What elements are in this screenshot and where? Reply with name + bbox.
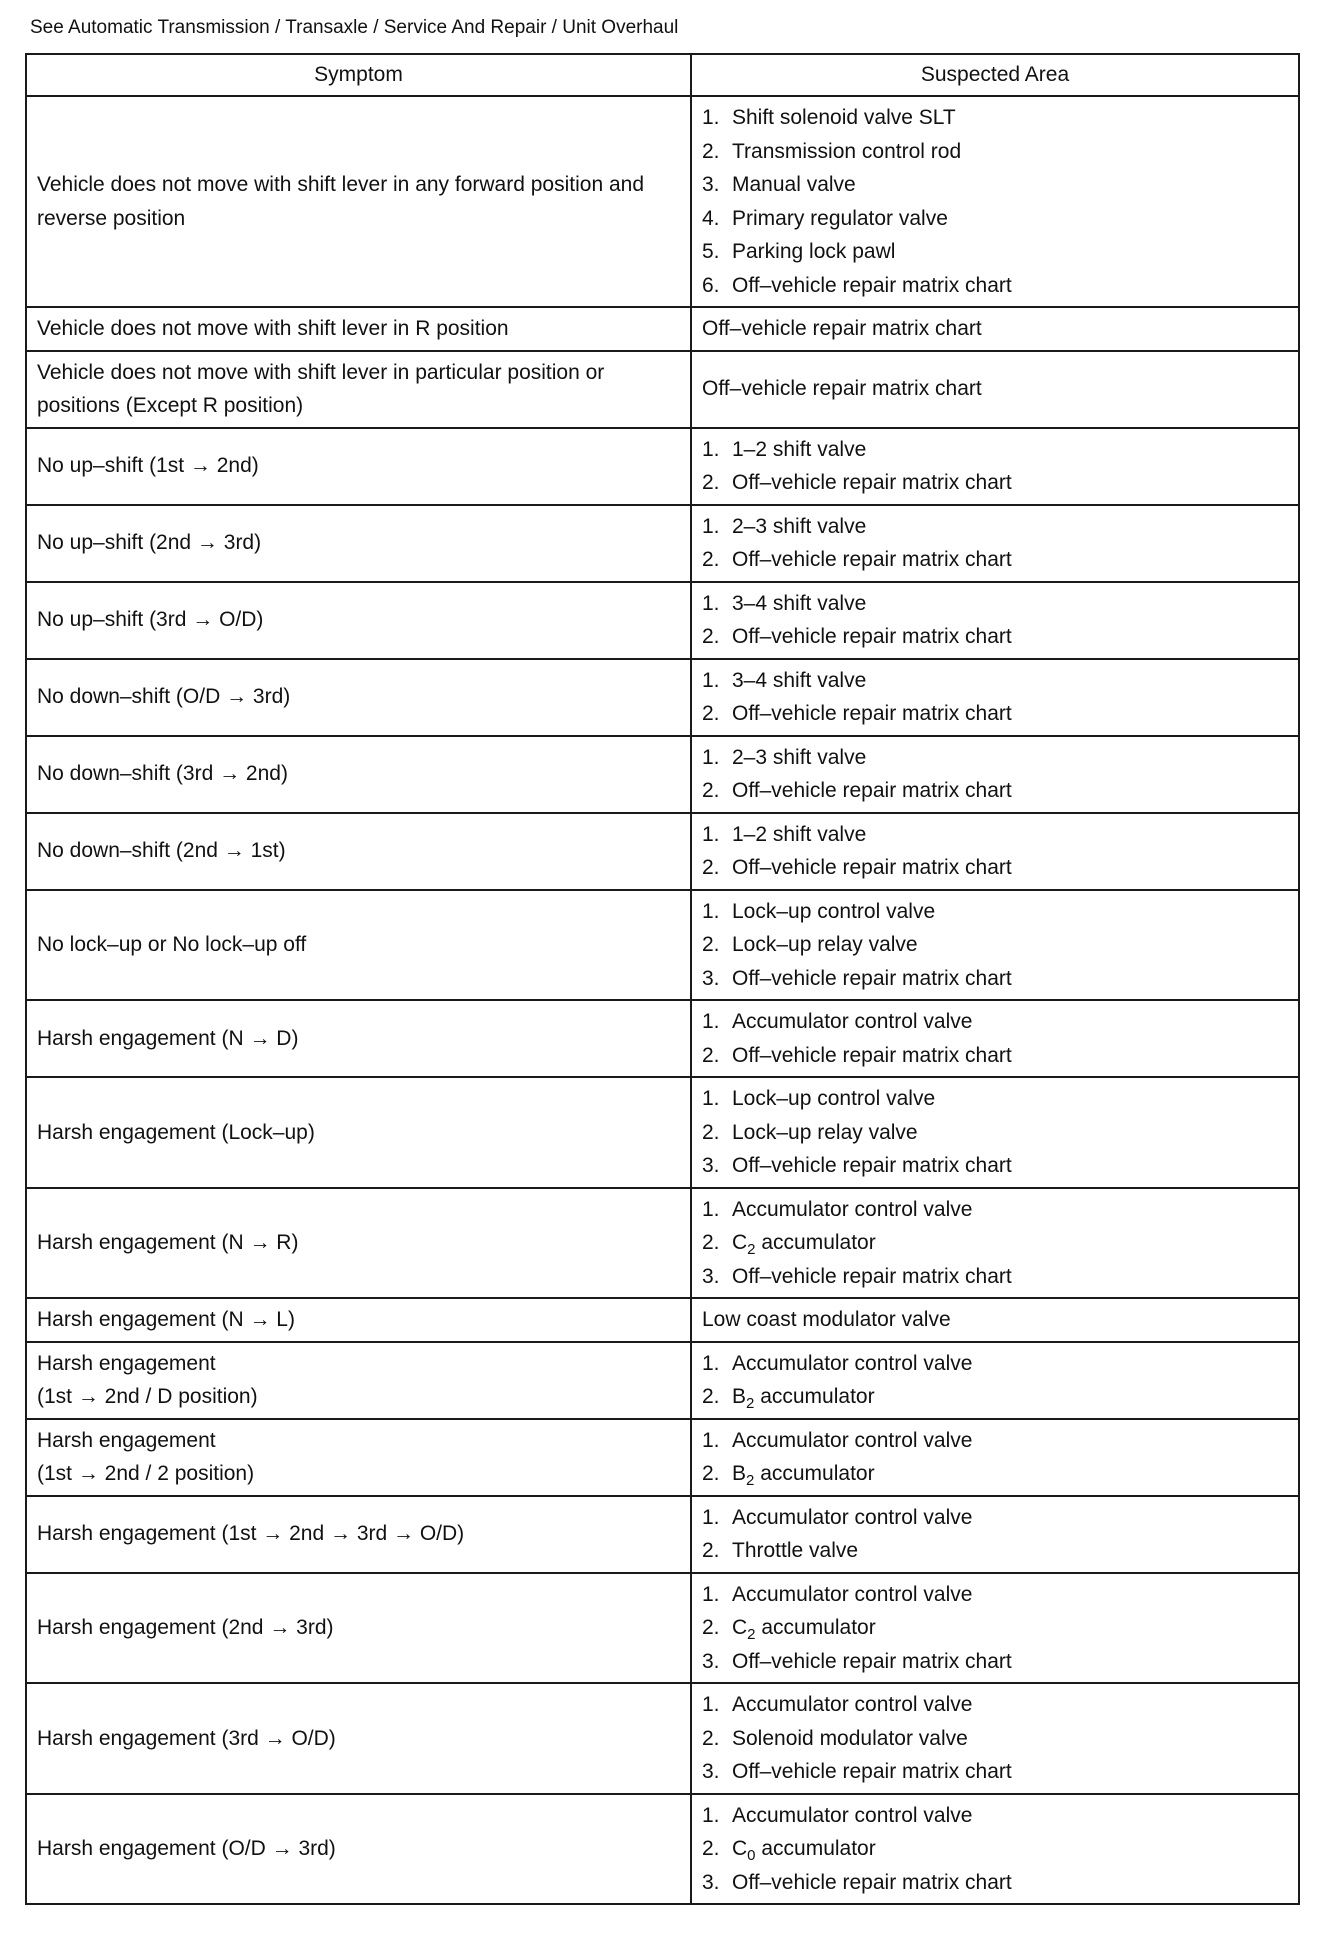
item-number: 2. <box>702 1043 720 1067</box>
table-row <box>26 736 1299 813</box>
item-text: Primary regulator valve <box>732 206 948 230</box>
table-row <box>26 659 1299 736</box>
symptom-text: (1st → 2nd / D position) <box>37 1385 258 1408</box>
suspected-area-item <box>702 543 1288 577</box>
suspected-area-item <box>702 741 1288 775</box>
symptom-text: No lock–up or No lock–up off <box>37 933 307 956</box>
suspected-area-item <box>702 1755 1288 1789</box>
symptom-text: (1st → 2nd / 2 position) <box>37 1462 255 1485</box>
suspected-area-item <box>702 1303 1288 1337</box>
suspected-area-item <box>702 202 1288 236</box>
item-number: 1. <box>702 899 720 923</box>
item-text: B <box>732 1462 747 1485</box>
suspected-area-item <box>702 235 1288 269</box>
item-text: Off–vehicle repair matrix chart <box>732 1760 1012 1783</box>
suspected-area-item <box>702 1457 1288 1491</box>
symptom-text: No down–shift (2nd → 1st) <box>37 839 286 863</box>
item-number: 3. <box>702 1154 720 1177</box>
item-text: Manual valve <box>732 173 856 196</box>
item-text: Off–vehicle repair matrix chart <box>732 1649 1012 1673</box>
suspected-area-item <box>702 1149 1288 1183</box>
suspected-area-cell <box>691 428 1299 505</box>
item-number: 1. <box>702 668 720 692</box>
subscript-text: 2 <box>747 1626 756 1643</box>
item-text: Transmission control rod <box>732 139 962 163</box>
suspected-area-cell <box>691 1573 1299 1684</box>
item-text: 2–3 shift valve <box>732 745 867 769</box>
item-text: Lock–up relay valve <box>732 933 918 956</box>
item-text: Accumulator control valve <box>732 1505 973 1529</box>
item-number: 2. <box>702 779 720 802</box>
table-row <box>26 1683 1299 1794</box>
table-row <box>26 1298 1299 1342</box>
symptom-cell <box>26 1298 691 1342</box>
suspected-area-item <box>702 1611 1288 1645</box>
item-number: 1. <box>702 437 720 461</box>
symptom-cell <box>26 659 691 736</box>
symptom-cell <box>26 96 691 307</box>
item-text: Accumulator control valve <box>732 1803 973 1827</box>
item-text: Off–vehicle repair matrix chart <box>702 377 982 401</box>
item-text: Off–vehicle repair matrix chart <box>732 471 1012 494</box>
item-text: Parking lock pawl <box>732 240 896 263</box>
suspected-area-item <box>702 168 1288 202</box>
item-text: Off–vehicle repair matrix chart <box>732 779 1012 802</box>
item-number: 1. <box>702 1010 720 1033</box>
item-number: 1. <box>702 1428 720 1452</box>
item-number: 2. <box>702 1837 720 1860</box>
suspected-area-cell <box>691 1298 1299 1342</box>
suspected-area-item <box>702 101 1288 135</box>
table-row <box>26 1496 1299 1573</box>
suspected-area-item <box>702 962 1288 996</box>
item-text: Off–vehicle repair matrix chart <box>732 966 1012 990</box>
header-row <box>26 54 1299 96</box>
item-number: 3. <box>702 966 720 990</box>
suspected-area-item <box>702 1645 1288 1679</box>
symptom-cell <box>26 582 691 659</box>
item-text: Throttle valve <box>732 1539 859 1562</box>
suspected-area-item <box>702 1688 1288 1722</box>
breadcrumb: See Automatic Transmission / Transaxle / Service And Repair / Unit Overhaul <box>30 17 679 38</box>
table-row <box>26 505 1299 582</box>
item-number: 2. <box>702 548 720 571</box>
suspected-area-item <box>702 1534 1288 1568</box>
table-row <box>26 1077 1299 1188</box>
symptom-text: No up–shift (3rd → O/D) <box>37 608 264 632</box>
symptom-text: Harsh engagement <box>37 1351 216 1375</box>
symptom-text: Vehicle does not move with shift lever in any forward position and reverse position <box>37 173 645 230</box>
table-row <box>26 890 1299 1001</box>
item-text: 3–4 shift valve <box>732 591 867 615</box>
suspected-area-item <box>702 851 1288 885</box>
symptom-header: Symptom <box>26 54 691 96</box>
symptom-text: No up–shift (2nd → 3rd) <box>37 531 262 555</box>
symptom-cell <box>26 1188 691 1299</box>
table-row <box>26 96 1299 307</box>
suspected-area-item <box>702 1578 1288 1612</box>
item-number: 2. <box>702 1616 720 1639</box>
suspected-area-header: Suspected Area <box>691 54 1299 96</box>
item-text: Off–vehicle repair matrix chart <box>732 273 1012 297</box>
item-text: Off–vehicle repair matrix chart <box>732 1264 1012 1288</box>
item-number: 1. <box>702 1803 720 1827</box>
symptom-cell <box>26 736 691 813</box>
subscript-text: 2 <box>746 1472 755 1489</box>
symptom-cell <box>26 1496 691 1573</box>
item-text: 3–4 shift valve <box>732 668 867 692</box>
suspected-area-item <box>702 1722 1288 1756</box>
item-text: B <box>732 1385 747 1408</box>
item-number: 2. <box>702 625 720 648</box>
symptom-cell <box>26 1342 691 1419</box>
suspected-area-cell <box>691 351 1299 428</box>
suspected-area-item <box>702 510 1288 544</box>
table-row <box>26 307 1299 351</box>
item-text: Off–vehicle repair matrix chart <box>732 1043 1012 1067</box>
suspected-area-item <box>702 466 1288 500</box>
table-body <box>26 96 1299 1904</box>
troubleshooting-table <box>25 53 1300 1905</box>
symptom-cell <box>26 1419 691 1496</box>
symptom-cell <box>26 307 691 351</box>
item-number: 3. <box>702 1264 720 1288</box>
table-row <box>26 1573 1299 1684</box>
suspected-area-cell <box>691 1188 1299 1299</box>
table-row <box>26 1188 1299 1299</box>
table-row <box>26 351 1299 428</box>
item-number: 3. <box>702 1649 720 1673</box>
item-text: Accumulator control valve <box>732 1693 973 1716</box>
symptom-cell <box>26 1683 691 1794</box>
item-number: 2. <box>702 702 720 725</box>
suspected-area-item <box>702 1226 1288 1260</box>
table-row <box>26 1000 1299 1077</box>
suspected-area-item <box>702 587 1288 621</box>
item-text: Accumulator control valve <box>732 1197 973 1221</box>
item-text: 1–2 shift valve <box>732 822 867 846</box>
item-text: Off–vehicle repair matrix chart <box>732 702 1012 725</box>
suspected-area-item <box>702 774 1288 808</box>
subscript-text: 2 <box>747 1241 756 1258</box>
suspected-area-item <box>702 135 1288 169</box>
symptom-text: Harsh engagement (2nd → 3rd) <box>37 1616 334 1639</box>
table-row <box>26 1794 1299 1905</box>
item-number: 2. <box>702 933 720 956</box>
item-text: Accumulator control valve <box>732 1582 973 1606</box>
item-number: 1. <box>702 1505 720 1529</box>
item-text: Lock–up control valve <box>732 1087 936 1110</box>
symptom-text: Harsh engagement (Lock–up) <box>37 1120 315 1144</box>
symptom-cell <box>26 1573 691 1684</box>
item-number: 6. <box>702 273 720 297</box>
suspected-area-cell <box>691 96 1299 307</box>
suspected-area-cell <box>691 1683 1299 1794</box>
symptom-text: Harsh engagement (1st → 2nd → 3rd → O/D) <box>37 1522 465 1546</box>
symptom-text: No down–shift (O/D → 3rd) <box>37 685 291 709</box>
suspected-area-item <box>702 312 1288 346</box>
suspected-area-item <box>702 1082 1288 1116</box>
suspected-area-item <box>702 1832 1288 1866</box>
suspected-area-cell <box>691 1342 1299 1419</box>
item-text: Off–vehicle repair matrix chart <box>732 548 1012 571</box>
item-text: Off–vehicle repair matrix chart <box>732 1870 1012 1894</box>
symptom-text: No down–shift (3rd → 2nd) <box>37 762 288 786</box>
item-text: accumulator <box>755 1231 876 1254</box>
item-text: Lock–up relay valve <box>732 1120 918 1144</box>
suspected-area-cell <box>691 813 1299 890</box>
item-number: 1. <box>702 1693 720 1716</box>
item-number: 1. <box>702 1351 720 1375</box>
symptom-text: Vehicle does not move with shift lever in particular position or positions (Except R position) <box>37 360 605 417</box>
item-text: Lock–up control valve <box>732 899 936 923</box>
table-row <box>26 813 1299 890</box>
item-number: 4. <box>702 206 720 230</box>
suspected-area-cell <box>691 582 1299 659</box>
symptom-text: No up–shift (1st → 2nd) <box>37 454 259 478</box>
suspected-area-item <box>702 269 1288 303</box>
item-text: C <box>732 1231 748 1254</box>
item-number: 3. <box>702 1870 720 1894</box>
suspected-area-item <box>702 1260 1288 1294</box>
symptom-cell <box>26 1794 691 1905</box>
suspected-area-item <box>702 664 1288 698</box>
suspected-area-cell <box>691 307 1299 351</box>
symptom-cell <box>26 1000 691 1077</box>
item-text: accumulator <box>754 1462 875 1485</box>
suspected-area-cell <box>691 890 1299 1001</box>
suspected-area-cell <box>691 736 1299 813</box>
symptom-text: Harsh engagement (N → L) <box>37 1308 295 1331</box>
subscript-text: 2 <box>746 1395 755 1412</box>
item-number: 1. <box>702 745 720 769</box>
item-text: 2–3 shift valve <box>732 514 867 538</box>
suspected-area-cell <box>691 1000 1299 1077</box>
symptom-cell <box>26 505 691 582</box>
item-text: Accumulator control valve <box>732 1351 973 1375</box>
suspected-area-item <box>702 1039 1288 1073</box>
item-number: 5. <box>702 240 720 263</box>
item-text: Shift solenoid valve SLT <box>732 106 956 129</box>
suspected-area-cell <box>691 1419 1299 1496</box>
item-number: 1. <box>702 1197 720 1221</box>
symptom-text: Harsh engagement (N → R) <box>37 1231 299 1254</box>
symptom-cell <box>26 428 691 505</box>
symptom-cell <box>26 813 691 890</box>
suspected-area-item <box>702 1193 1288 1227</box>
symptom-cell <box>26 1077 691 1188</box>
item-number: 2. <box>702 139 720 163</box>
item-text: Solenoid modulator valve <box>732 1726 968 1750</box>
item-number: 2. <box>702 1231 720 1254</box>
item-number: 2. <box>702 471 720 494</box>
suspected-area-item <box>702 1005 1288 1039</box>
suspected-area-item <box>702 1866 1288 1900</box>
item-text: accumulator <box>755 1616 876 1639</box>
symptom-text: Harsh engagement (N → D) <box>37 1026 299 1050</box>
item-text: Off–vehicle repair matrix chart <box>702 317 982 340</box>
suspected-area-item <box>702 1501 1288 1535</box>
item-number: 2. <box>702 856 720 879</box>
item-text: C <box>732 1837 748 1860</box>
symptom-text: Harsh engagement (O/D → 3rd) <box>37 1837 336 1860</box>
table-row <box>26 582 1299 659</box>
suspected-area-cell <box>691 1077 1299 1188</box>
suspected-area-item <box>702 1380 1288 1414</box>
table-row <box>26 1419 1299 1496</box>
item-text: 1–2 shift valve <box>732 437 867 461</box>
item-text: accumulator <box>754 1385 875 1408</box>
item-number: 1. <box>702 591 720 615</box>
item-number: 2. <box>702 1462 720 1485</box>
suspected-area-item <box>702 1799 1288 1833</box>
suspected-area-cell <box>691 659 1299 736</box>
suspected-area-cell <box>691 505 1299 582</box>
suspected-area-item <box>702 1347 1288 1381</box>
suspected-area-item <box>702 895 1288 929</box>
item-number: 2. <box>702 1539 720 1562</box>
item-number: 1. <box>702 514 720 538</box>
item-number: 2. <box>702 1120 720 1144</box>
symptom-text: Vehicle does not move with shift lever in R position <box>37 317 509 340</box>
item-number: 1. <box>702 106 720 129</box>
suspected-area-item <box>702 928 1288 962</box>
item-text: Accumulator control valve <box>732 1428 973 1452</box>
subscript-text: 0 <box>747 1847 756 1864</box>
suspected-area-item <box>702 620 1288 654</box>
item-number: 1. <box>702 1582 720 1606</box>
item-text: Off–vehicle repair matrix chart <box>732 856 1012 879</box>
item-number: 1. <box>702 822 720 846</box>
symptom-cell <box>26 890 691 1001</box>
item-number: 1. <box>702 1087 720 1110</box>
symptom-text: Harsh engagement <box>37 1428 216 1452</box>
table-row <box>26 1342 1299 1419</box>
suspected-area-cell <box>691 1794 1299 1905</box>
suspected-area-item <box>702 1116 1288 1150</box>
item-text: C <box>732 1616 748 1639</box>
item-number: 3. <box>702 1760 720 1783</box>
item-text: accumulator <box>755 1837 876 1860</box>
symptom-text: Harsh engagement (3rd → O/D) <box>37 1726 336 1750</box>
suspected-area-item <box>702 372 1288 406</box>
item-number: 2. <box>702 1385 720 1408</box>
item-text: Off–vehicle repair matrix chart <box>732 625 1012 648</box>
suspected-area-item <box>702 1424 1288 1458</box>
item-text: Off–vehicle repair matrix chart <box>732 1154 1012 1177</box>
symptom-cell <box>26 351 691 428</box>
suspected-area-item <box>702 818 1288 852</box>
suspected-area-cell <box>691 1496 1299 1573</box>
item-text: Low coast modulator valve <box>702 1308 951 1331</box>
item-number: 2. <box>702 1726 720 1750</box>
item-number: 3. <box>702 173 720 196</box>
suspected-area-item <box>702 697 1288 731</box>
item-text: Accumulator control valve <box>732 1010 973 1033</box>
suspected-area-item <box>702 433 1288 467</box>
table-row <box>26 428 1299 505</box>
